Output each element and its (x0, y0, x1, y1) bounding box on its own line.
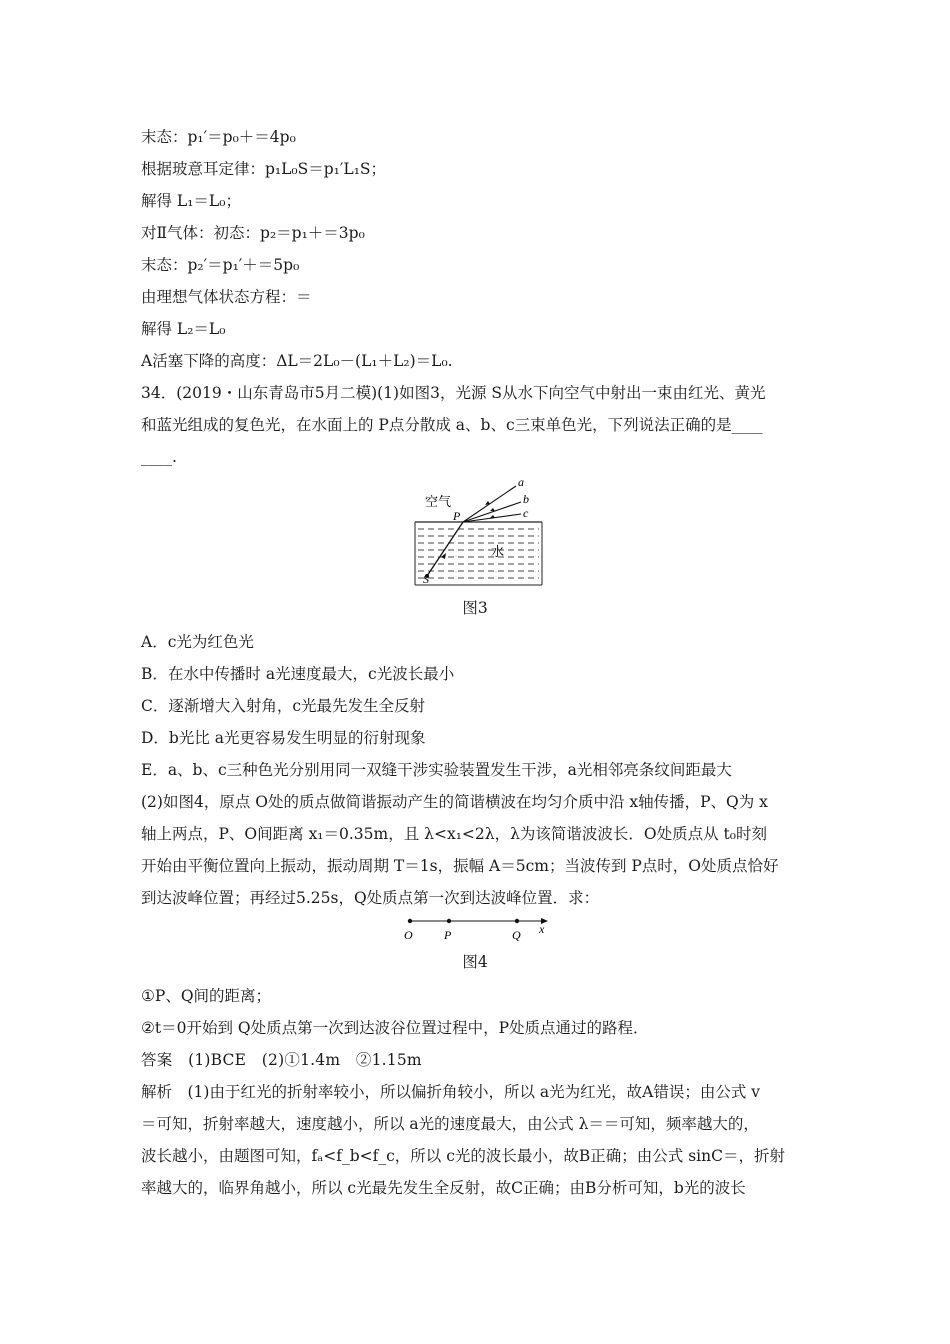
explanation-line: ＝可知，折射率越大，速度越小，所以 a光的速度最大，由公式 λ＝＝可知，频率越大的， (141, 1115, 759, 1133)
point-p-label: P (453, 509, 461, 523)
option-e: E．a、b、c三种色光分别用同一双缝干涉实验装置发生干涉，a光相邻亮条纹间距最大 (141, 761, 732, 779)
option-a: A．c光为红色光 (141, 633, 254, 651)
explanation-line: 率越大的，临界角越小，所以 c光最先发生全反射，故C正确；由B分析可知，b光的波长 (141, 1179, 746, 1197)
figure-4-caption: 图4 (462, 953, 488, 971)
text-line: 根据玻意耳定律：p₁L₀S＝p₁′L₁S； (141, 160, 387, 178)
answer-line: 答案 (1)BCE (2)①1.4m ②1.15m (141, 1051, 422, 1069)
explanation-line: 波长越小，由题图可知，fₐ<f_b<f_c，所以 c光的波长最小，故B正确；由公式 sinC＝，折射 (141, 1147, 785, 1165)
text-line: 解得 L₂＝L₀ (141, 320, 226, 338)
point-q-label: Q (512, 928, 521, 942)
text-line: 到达波峰位置；再经过5.25s，Q处质点第一次到达波峰位置．求： (141, 889, 600, 907)
option-d: D．b光比 a光更容易发生明显的衍射现象 (141, 729, 426, 747)
point-s-label: S (423, 572, 429, 586)
point-p-label: P (444, 928, 452, 942)
text-line: 由理想气体状态方程：＝ (141, 288, 312, 306)
explanation-line: 解析 (1)由于红光的折射率较小，所以偏折角较小，所以 a光为红光，故A错误；由公式 v (141, 1083, 761, 1101)
ray-c-label: c (523, 506, 529, 520)
text-line: 对Ⅱ气体：初态：p₂＝p₁＋＝3p₀ (141, 224, 365, 242)
air-label: 空气 (425, 494, 452, 509)
water-label: 水 (491, 544, 505, 559)
text-line: ____. (141, 448, 177, 466)
option-b: B．在水中传播时 a光速度最大，c光波长最小 (141, 665, 455, 683)
wave-axis-figure (398, 913, 558, 943)
text-line: 和蓝光组成的复色光，在水面上的 P点分散成 a、b、c三束单色光，下列说法正确的是____ (141, 416, 763, 434)
text-line: 末态：p₂′＝p₁′＋＝5p₀ (141, 256, 300, 274)
ray-b-label: b (523, 492, 529, 506)
text-line: A活塞下降的高度：ΔL＝2L₀－(L₁＋L₂)＝L₀. (141, 352, 453, 370)
ray-a-label: a (518, 475, 524, 489)
figure-3-caption: 图3 (462, 599, 488, 617)
x-axis-label: x (539, 922, 545, 936)
text-line: 开始由平衡位置向上振动，振动周期 T＝1s，振幅 A＝5cm；当波传到 P点时，O处质点恰好 (141, 857, 779, 875)
text-line: 解得 L₁＝L₀； (141, 192, 241, 210)
option-c: C．逐渐增大入射角，c光最先发生全反射 (141, 697, 426, 715)
text-line: 轴上两点，P、O间距离 x₁＝0.35m，且 λ<x₁<2λ，λ为该简谐波波长．O处质点从 t₀时刻 (141, 825, 767, 843)
origin-o-label: O (404, 928, 413, 942)
subquestion-1: ①P、Q间的距离； (141, 987, 272, 1005)
subquestion-2: ②t＝0开始到 Q处质点第一次到达波谷位置过程中，P处质点通过的路程． (141, 1019, 649, 1037)
question-34-heading: 34．(2019・山东青岛市5月二模)(1)如图3，光源 S从水下向空气中射出一束由红光、黄光 (141, 384, 766, 402)
text-line: 末态：p₁′＝p₀＋＝4p₀ (141, 128, 296, 146)
text-line: (2)如图4，原点 O处的质点做简谐振动产生的简谐横波在均匀介质中沿 x轴传播，P、Q为 x (141, 793, 768, 811)
refraction-figure (405, 472, 555, 590)
